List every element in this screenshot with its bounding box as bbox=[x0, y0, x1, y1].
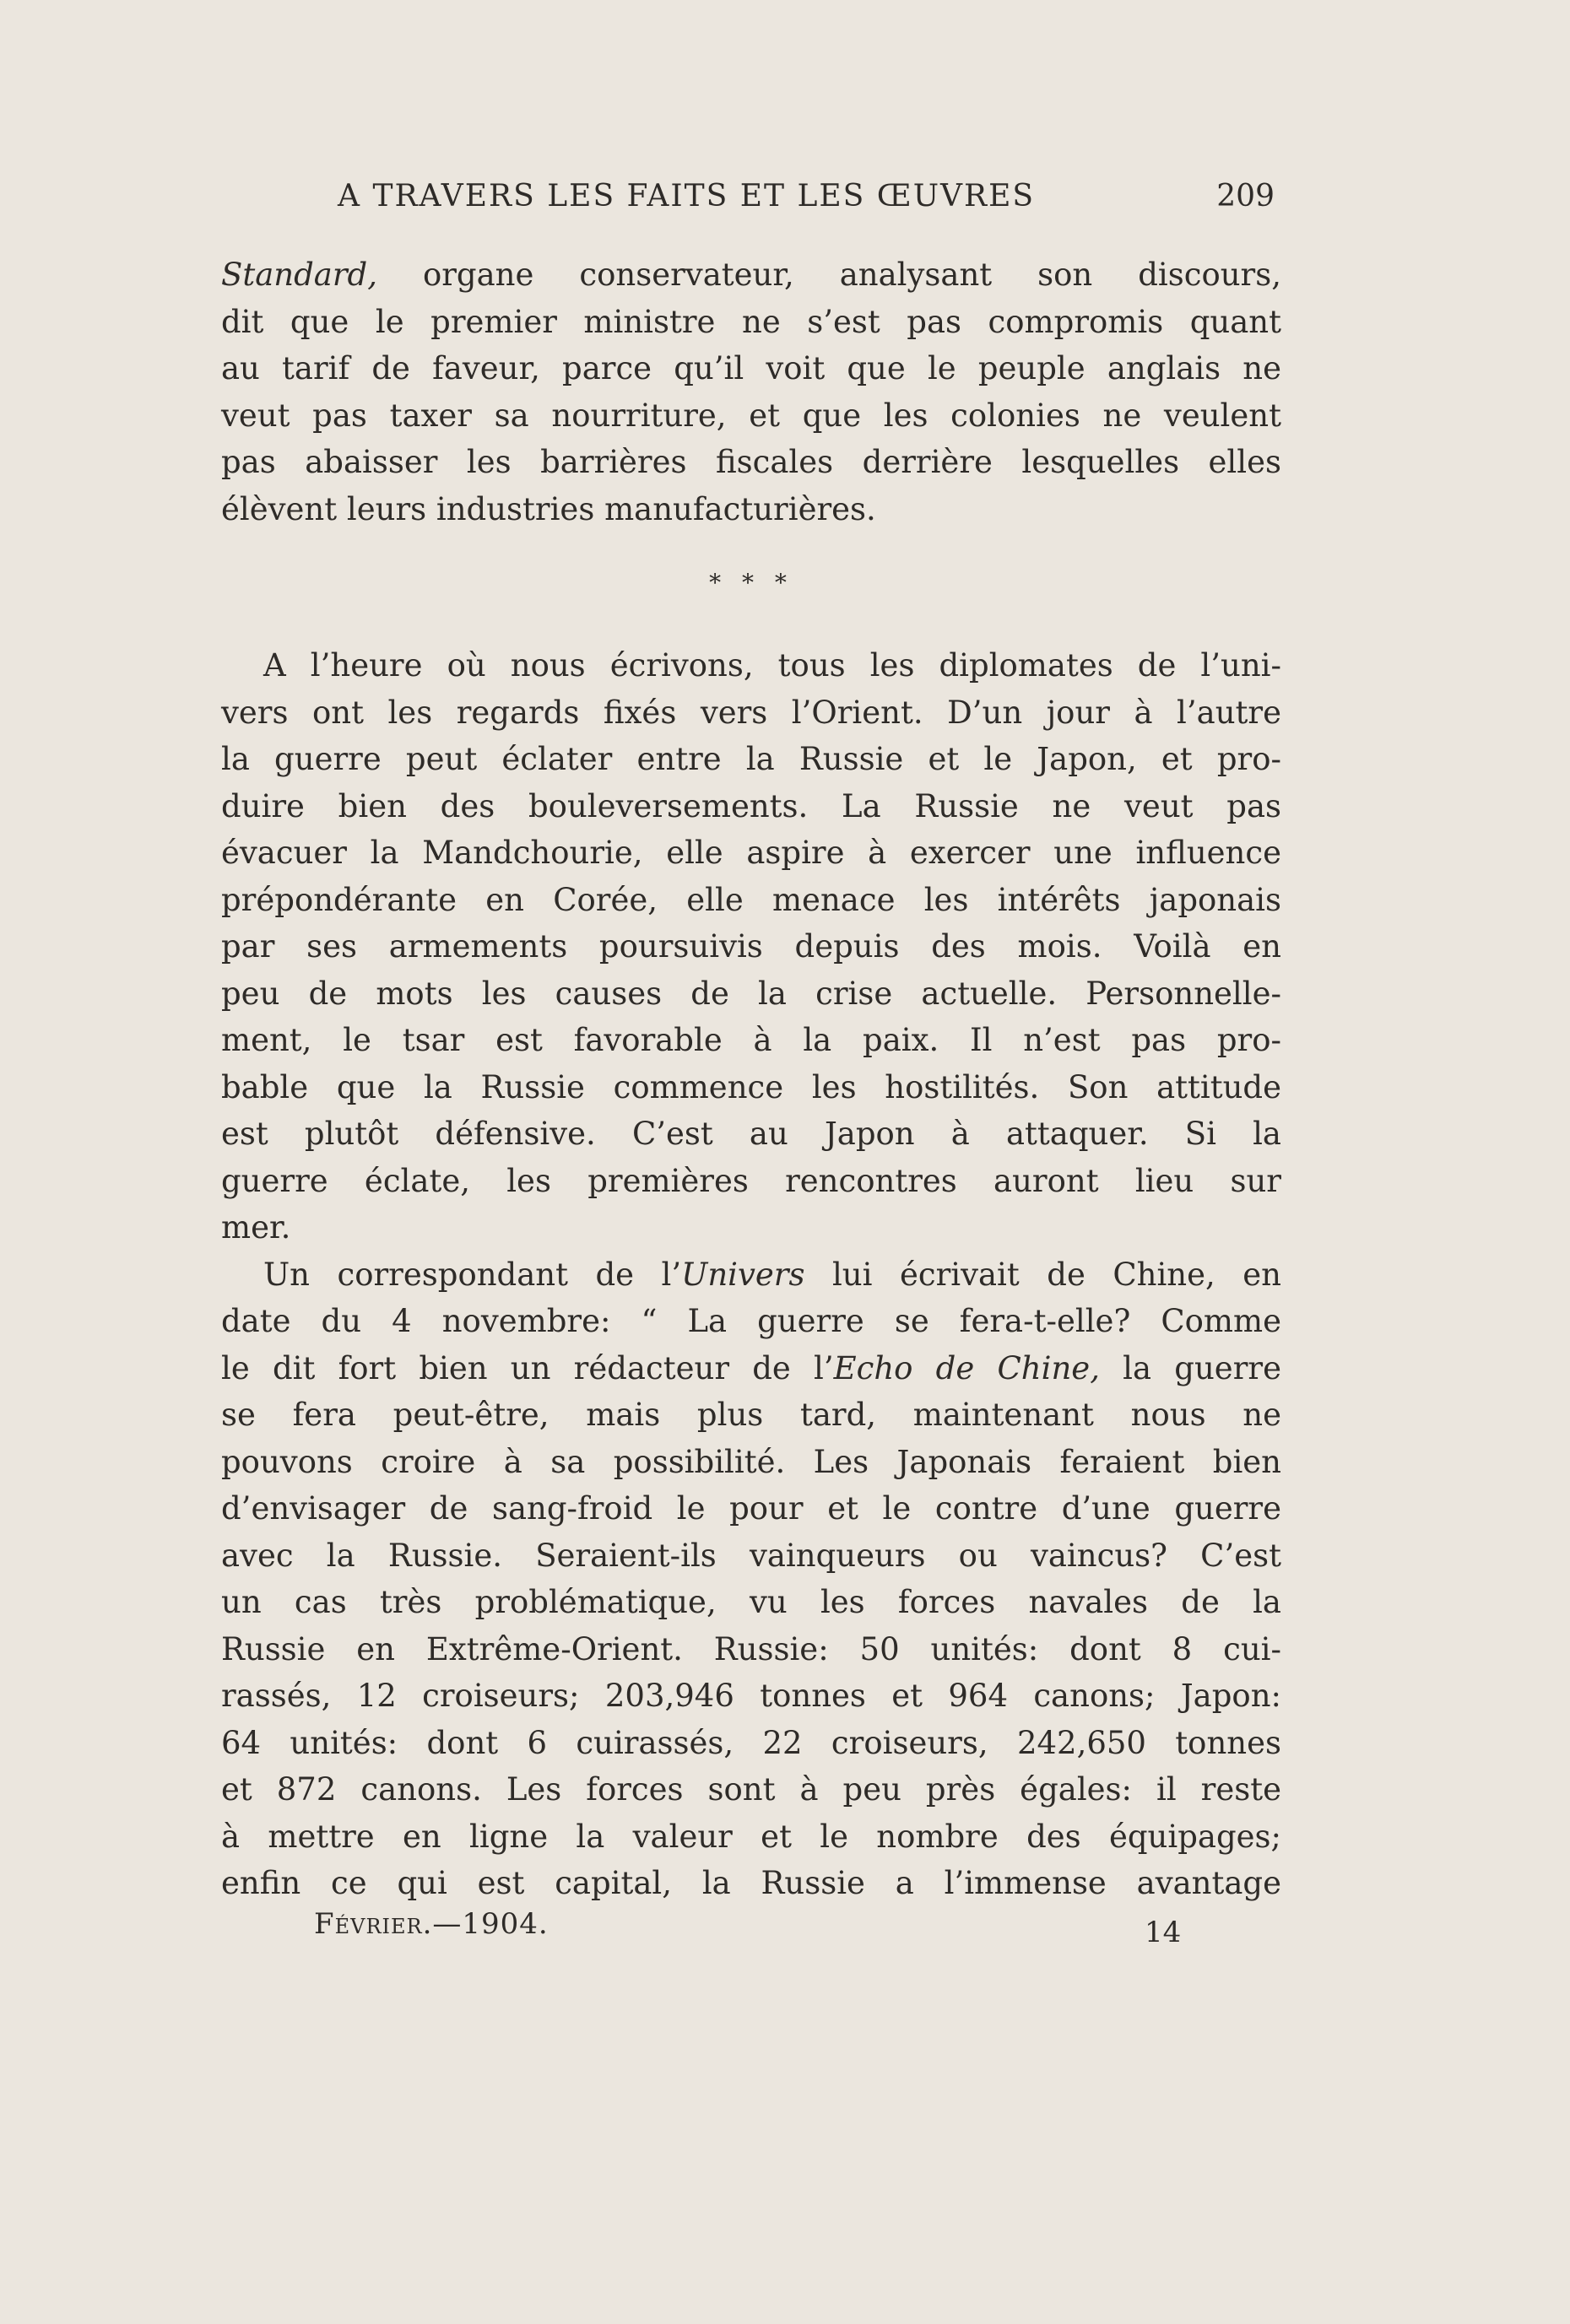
text-line: élèvent leurs industries manufacturières. bbox=[221, 490, 876, 527]
text-line: vers ont les regards fixés vers l’Orient. D’un jour à l’autre bbox=[221, 694, 1281, 731]
text-line: A l’heure où nous écrivons, tous les diplomates de l’uni- bbox=[263, 647, 1281, 684]
text-line: avec la Russie. Seraient-ils vainqueurs ou vaincus? C’est bbox=[221, 1537, 1281, 1574]
text-line: duire bien des bouleversements. La Russie ne veut pas bbox=[221, 787, 1281, 824]
body-text bbox=[221, 251, 1281, 1907]
text-line: prépondérante en Corée, elle menace les intérêts japonais bbox=[221, 881, 1281, 918]
running-header bbox=[338, 176, 1275, 218]
issue-date: Février.—1904. bbox=[314, 1907, 549, 1941]
text-line: bable que la Russie commence les hostilités. Son attitude bbox=[221, 1068, 1281, 1105]
italic-title: Standard, bbox=[221, 257, 377, 293]
text-line: un cas très problématique, vu les forces navales de la bbox=[221, 1584, 1281, 1620]
text-line: le dit fort bien un rédacteur de l’Echo de Chine, la guerre bbox=[221, 1349, 1281, 1386]
text-line: d’envisager de sang-froid le pour et le contre d’une guerre bbox=[221, 1490, 1281, 1527]
text-line: veut pas taxer sa nourriture, et que les colonies ne veulent bbox=[221, 397, 1281, 434]
text-line: mer. bbox=[221, 1209, 291, 1246]
italic-title: Univers bbox=[681, 1256, 805, 1293]
text-line: 64 unités: dont 6 cuirassés, 22 croiseurs, 242,650 tonnes bbox=[221, 1724, 1281, 1761]
text-line: ment, le tsar est favorable à la paix. Il n’est pas pro- bbox=[221, 1022, 1281, 1058]
italic-title: Echo de Chine, bbox=[833, 1349, 1100, 1386]
page-number: 209 bbox=[1216, 179, 1275, 213]
text-line: se fera peut-être, mais plus tard, maintenant nous ne bbox=[221, 1397, 1281, 1433]
text-line: est plutôt défensive. C’est au Japon à attaquer. Si la bbox=[221, 1116, 1281, 1152]
page-footer bbox=[314, 1903, 1200, 1949]
text-line: Russie en Extrême-Orient. Russie: 50 unités: dont 8 cui- bbox=[221, 1630, 1281, 1667]
text-line: rassés, 12 croiseurs; 203,946 tonnes et 964 canons; Japon: bbox=[221, 1678, 1281, 1714]
text-line: dit que le premier ministre ne s’est pas compromis quant bbox=[221, 303, 1281, 340]
text-line: et 872 canons. Les forces sont à peu près égales: il reste bbox=[221, 1771, 1281, 1808]
text-line: Un correspondant de l’Univers lui écrivait de Chine, en bbox=[263, 1256, 1282, 1293]
text-line: évacuer la Mandchourie, elle aspire à exercer une influence bbox=[221, 835, 1281, 871]
running-title: A TRAVERS LES FAITS ET LES ŒUVRES bbox=[338, 179, 1036, 213]
text-line: peu de mots les causes de la crise actuelle. Personnelle- bbox=[221, 975, 1281, 1012]
text-line: la guerre peut éclater entre la Russie et le Japon, et pro- bbox=[221, 741, 1281, 777]
text-line: enfin ce qui est capital, la Russie a l’immense avantage bbox=[221, 1865, 1281, 1901]
paragraph-univers bbox=[221, 1251, 1281, 1907]
text-line: guerre éclate, les premières rencontres auront lieu sur bbox=[221, 1162, 1281, 1199]
section-separator: * * * bbox=[709, 569, 793, 597]
text-line: date du 4 novembre: “ La guerre se fera-t-elle? Comme bbox=[221, 1303, 1281, 1339]
text-line: pouvons croire à sa possibilité. Les Japonais feraient bien bbox=[221, 1443, 1281, 1480]
text-line: à mettre en ligne la valeur et le nombre des équipages; bbox=[221, 1818, 1281, 1855]
paragraph-orient bbox=[221, 642, 1281, 1251]
signature-mark: 14 bbox=[1145, 1916, 1182, 1949]
text-line: au tarif de faveur, parce qu’il voit que le peuple anglais ne bbox=[221, 350, 1281, 386]
text-line: pas abaisser les barrières fiscales derrière lesquelles elles bbox=[221, 444, 1281, 480]
paragraph-standard bbox=[221, 251, 1281, 532]
text-line: Standard, organe conservateur, analysant son discours, bbox=[221, 257, 1281, 293]
text-line: par ses armements poursuivis depuis des mois. Voilà en bbox=[221, 928, 1281, 965]
